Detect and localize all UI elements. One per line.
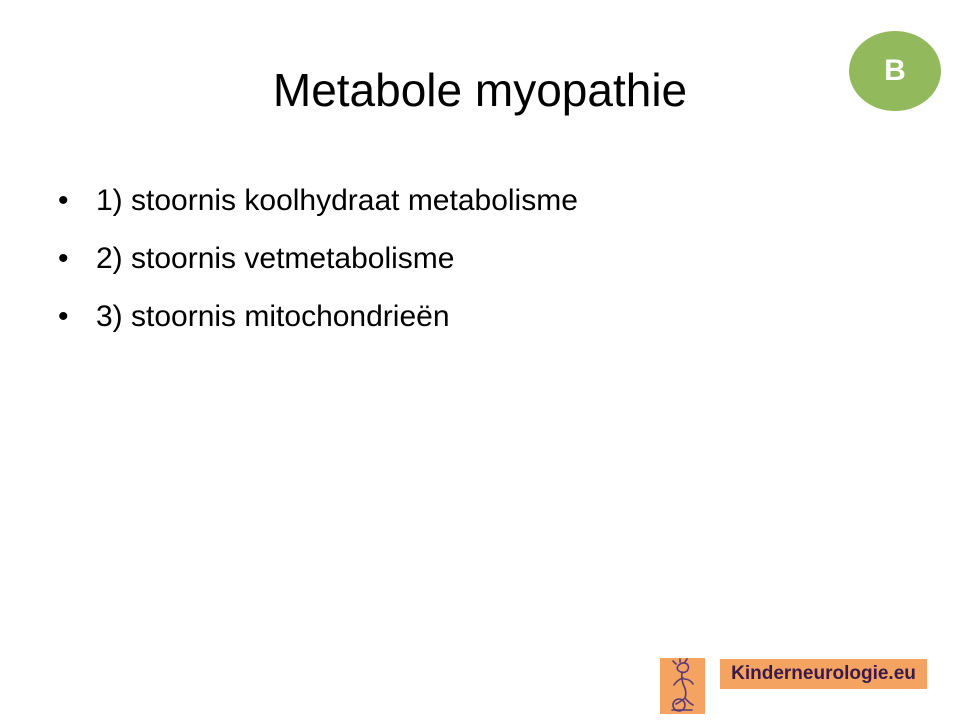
bullet-text: 3) stoornis mitochondrieën <box>96 300 450 333</box>
person-figure-icon <box>660 658 705 714</box>
bullet-list <box>58 172 578 346</box>
bullet-marker: • <box>58 300 69 333</box>
slide-title: Metabole myopathie <box>272 64 688 116</box>
logo-text: Kinderneurologie.eu <box>720 659 927 689</box>
section-badge <box>849 31 941 111</box>
section-badge-letter: B <box>884 54 906 87</box>
bullet-marker: • <box>58 242 69 275</box>
bullet-text: 1) stoornis koolhydraat metabolisme <box>96 184 578 217</box>
bullet-item <box>58 172 578 230</box>
bullet-marker: • <box>58 184 69 217</box>
bullet-item <box>58 230 578 288</box>
bullet-item <box>58 288 578 346</box>
bullet-text: 2) stoornis vetmetabolisme <box>96 242 455 275</box>
